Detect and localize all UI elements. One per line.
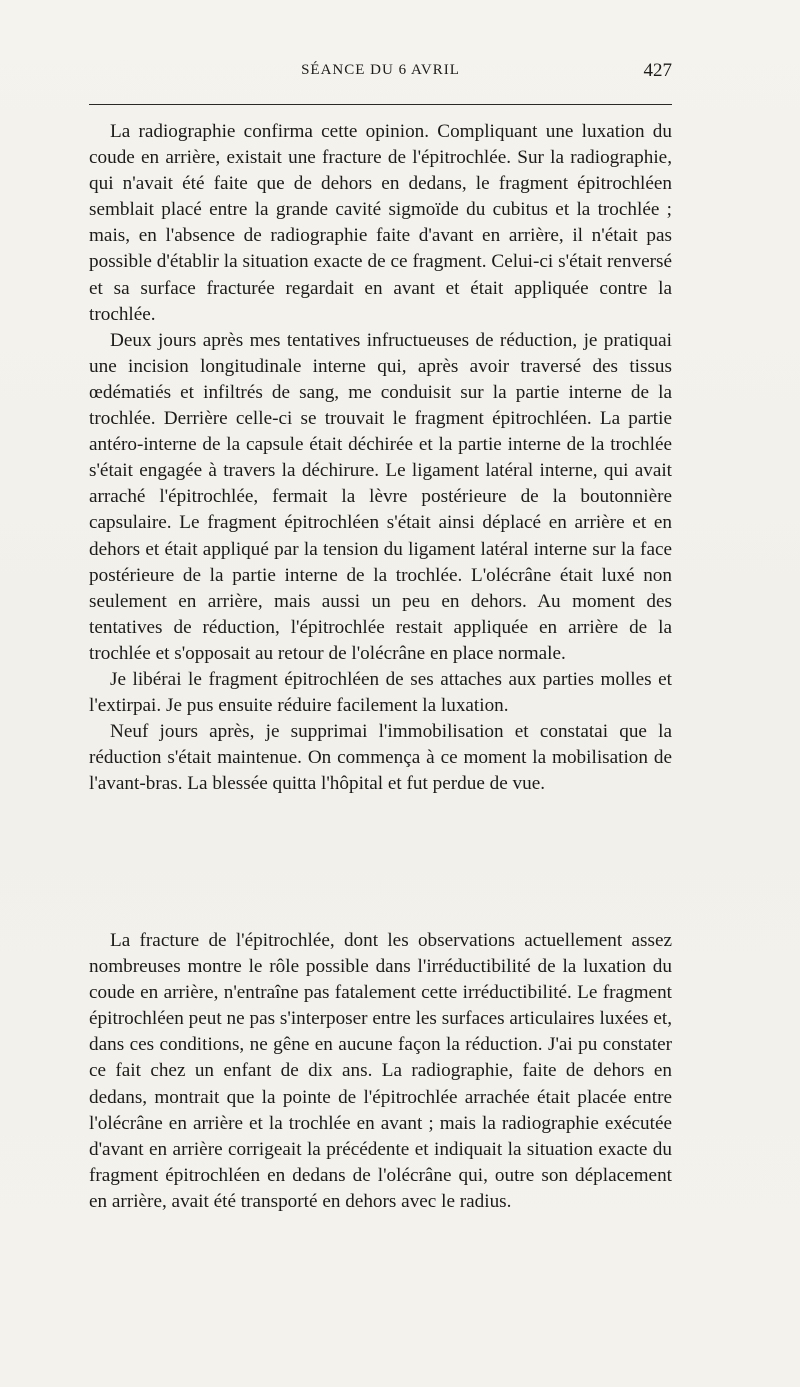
running-head: SÉANCE DU 6 AVRIL <box>301 62 460 78</box>
paragraph: La radiographie confirma cette opinion. Compliquant une luxation du coude en arrière, existait une fracture de l'épitrochlée. Sur la radiographie, qui n'avait été faite que de dehors en dedans, le fragment épitrochléen semblait placé entre la grande cavité sigmoïde du cubitus et la trochlée ; mais, en l'absence de radiographie faite d'avant en arrière, il n'était pas possible d'établir la situation exacte de ce fragment. Celui-ci s'était renversé et sa surface fracturée regardait en avant et était appliquée contre la trochlée. <box>89 121 672 325</box>
paragraph: Deux jours après mes tentatives infructueuses de réduction, je pratiquai une incision longitudinale interne qui, après avoir traversé des tissus œdématiés et infiltrés de sang, me conduisit sur la partie interne de la trochlée. Derrière celle-ci se trouvait le fragment épitrochléen. La partie antéro-interne de la capsule était déchirée et la partie interne de la trochlée s'était engagée à travers la déchirure. Le ligament latéral interne, qui avait arraché l'épitrochlée, fermait la lèvre postérieure de la boutonnière capsulaire. Le fragment épitrochléen s'était ainsi déplacé en arrière et en dehors et était appliqué par la tension du ligament latéral interne sur la face postérieure de la partie interne de la trochlée. L'olécrâne était luxé non seulement en arrière, mais aussi un peu en dehors. Au moment des tentatives de réduction, l'épitrochlée restait appliquée en arrière de la trochlée et s'opposait au retour de l'olécrâne en place normale. <box>89 329 672 664</box>
page-header <box>89 62 672 86</box>
paragraph: Neuf jours après, je supprimai l'immobilisation et constatai que la réduction s'était maintenue. On commença à ce moment la mobilisation de l'avant-bras. La blessée quitta l'hôpital et fut perdue de vue. <box>89 721 672 795</box>
header-rule <box>89 104 672 105</box>
body-text-lower <box>89 928 672 1215</box>
body-text-upper <box>89 119 672 797</box>
paragraph: Je libérai le fragment épitrochléen de ses attaches aux parties molles et l'extirpai. Je pus ensuite réduire facilement la luxation. <box>89 668 672 717</box>
paragraph: La fracture de l'épitrochlée, dont les observations actuellement assez nombreuses montre le rôle possible dans l'irréductibilité de la luxation du coude en arrière, n'entraîne pas fatalement cette irréductibilité. Le fragment épitrochléen peut ne pas s'interposer entre les surfaces articulaires luxées et, dans ces conditions, ne gêne en aucune façon la réduction. J'ai pu constater ce fait chez un enfant de dix ans. La radiographie, faite de dehors en dedans, montrait que la pointe de l'épitrochlée arrachée était placée entre l'olécrâne en arrière et la trochlée en avant ; mais la radiographie exécutée d'avant en arrière corrigeait la précédente et indiquait la situation exacte du fragment épitrochléen en dedans de l'olécrâne qui, outre son déplacement en arrière, avait été transporté en dehors avec le radius. <box>89 930 672 1212</box>
page-number: 427 <box>643 60 672 81</box>
